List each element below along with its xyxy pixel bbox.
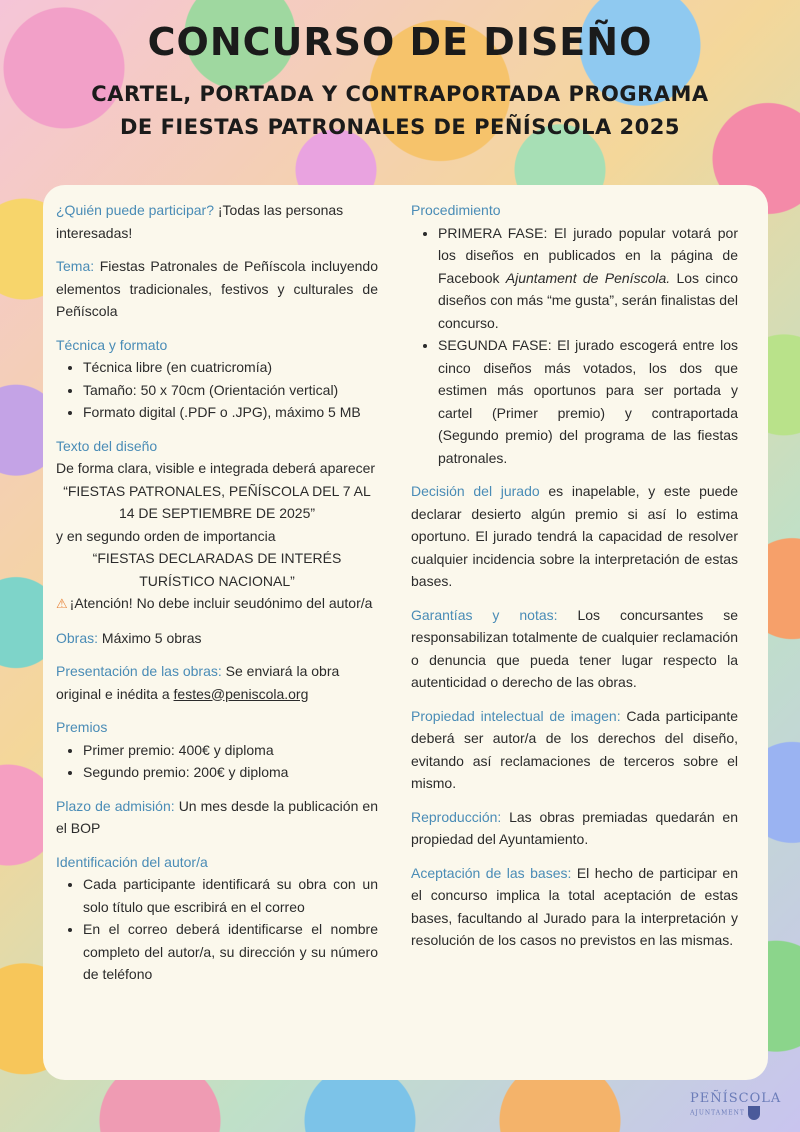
theme-text: Fiestas Patronales de Peñíscola incluyendo elementos tradicionales, festivos y culturales de Peñíscola bbox=[56, 258, 379, 319]
deadline-label: Plazo de admisión: bbox=[56, 797, 175, 814]
who-text: ¡Todas las personas interesadas! bbox=[56, 202, 344, 241]
section-reproduction bbox=[411, 806, 738, 851]
technique-label: Técnica y formato bbox=[56, 336, 168, 353]
section-prizes bbox=[56, 716, 378, 784]
design-text-label: Texto del diseño bbox=[56, 437, 158, 454]
deadline-text: Un mes desde la publicación en el BOP bbox=[56, 797, 378, 836]
design-text-quote-1: “FIESTAS PATRONALES, PEÑÍSCOLA DEL 7 AL 14 DE SEPTIEMBRE DE 2025” bbox=[63, 482, 371, 521]
section-technique bbox=[56, 334, 378, 424]
phase-1-text-end: Los cinco diseños con más “me gusta”, serán finalistas del concurso. bbox=[438, 269, 738, 331]
section-decision bbox=[411, 480, 738, 593]
list-item: • Cada participante identificará su obra con un solo título que escribirá en el correo bbox=[83, 873, 378, 918]
works-label: Obras: bbox=[56, 629, 99, 646]
ip-text: Cada participante deberá ser autor/a de los derechos del diseño, evitando así reclamaciones de terceros sobre el mismo. bbox=[411, 707, 738, 791]
section-presentation bbox=[56, 660, 378, 705]
title-block bbox=[0, 20, 800, 143]
list-item bbox=[438, 222, 738, 335]
attention-label: ¡Atención! bbox=[69, 595, 133, 611]
prizes-list bbox=[56, 739, 378, 784]
procedure-list bbox=[411, 222, 738, 470]
section-works bbox=[56, 627, 378, 650]
section-acceptance bbox=[411, 862, 738, 952]
section-identification bbox=[56, 851, 378, 986]
page-subtitle bbox=[0, 78, 800, 143]
attention-note bbox=[56, 592, 378, 616]
acceptance-text: El hecho de participar en el concurso implica la total aceptación de estas bases, facultando al Jurado para la interpretación y resolución de los casos no previstos en las mismas. bbox=[411, 864, 739, 948]
reproduction-text: Las obras premiadas quedarán en propiedad del Ayuntamiento. bbox=[411, 808, 738, 847]
peniscola-logo bbox=[690, 1091, 782, 1120]
guarantees-text: Los concursantes se responsabilizan totalmente de cualquier reclamación o denuncia que pueda tener lugar respecto la autenticidad o derecho de las obras. bbox=[411, 606, 738, 690]
left-column bbox=[56, 199, 378, 997]
subtitle-line-1: CARTEL, PORTADA Y CONTRAPORTADA PROGRAMA bbox=[91, 82, 709, 106]
shield-icon bbox=[748, 1106, 760, 1120]
ip-label: Propiedad intelectual de imagen: bbox=[411, 707, 621, 724]
logo-sub bbox=[690, 1106, 760, 1120]
list-item: • Formato digital (.PDF o .JPG), máximo 5 MB bbox=[83, 401, 378, 424]
list-item: • Primer premio: 400€ y diploma bbox=[83, 739, 378, 762]
decision-text: es inapelable, y este puede declarar desierto algún premio si así lo estima oportuno. El jurado tendrá la capacidad de resolver cualquier incidencia sobre la interpretación de estas bases. bbox=[411, 483, 738, 589]
warning-icon: ⚠ bbox=[56, 596, 68, 611]
presentation-text: Se enviará la obra original e inédita a bbox=[56, 663, 340, 702]
right-column bbox=[411, 199, 738, 963]
guarantees-label: Garantías y notas: bbox=[411, 606, 558, 623]
logo-name: PEÑÍSCOLA bbox=[690, 1091, 782, 1106]
section-deadline bbox=[56, 795, 378, 840]
phase-1-facebook: Ajuntament de Peníscola. bbox=[505, 269, 671, 286]
design-text-quote-2: “FIESTAS DECLARADAS DE INTERÉS TURÍSTICO NACIONAL” bbox=[92, 550, 342, 589]
rules-card bbox=[43, 185, 768, 1080]
identification-label: Identificación del autor/a bbox=[56, 853, 208, 870]
works-text: Máximo 5 obras bbox=[101, 629, 202, 646]
prizes-label: Premios bbox=[56, 719, 108, 735]
design-text-middle: y en segundo orden de importancia bbox=[56, 527, 276, 544]
who-label: ¿Quién puede participar? bbox=[56, 202, 214, 218]
phase-1-text: PRIMERA FASE: El jurado popular votará por los diseños en publicados en la página de Facebook bbox=[438, 224, 738, 286]
acceptance-label: Aceptación de las bases: bbox=[411, 864, 572, 881]
section-design-text bbox=[56, 435, 378, 616]
section-theme bbox=[56, 255, 378, 323]
presentation-label: Presentación de las obras: bbox=[56, 663, 222, 679]
identification-list bbox=[56, 873, 378, 986]
subtitle-line-2: DE FIESTAS PATRONALES DE PEÑÍSCOLA 2025 bbox=[119, 114, 680, 139]
technique-list bbox=[56, 356, 378, 424]
attention-text: No debe incluir seudónimo del autor/a bbox=[136, 595, 373, 611]
decision-label: Decisión del jurado bbox=[411, 483, 540, 499]
list-item: • SEGUNDA FASE: El jurado escogerá entre los cinco diseños más votados, los dos que estimen más oportunos para ser portada y cartel (Primer premio) y contraportada (Segundo premio) del programa de las fiestas patronales. bbox=[438, 334, 738, 469]
reproduction-label: Reproducción: bbox=[411, 808, 502, 825]
section-who bbox=[56, 199, 378, 244]
procedure-label: Procedimiento bbox=[411, 202, 501, 218]
section-procedure bbox=[411, 199, 738, 469]
theme-label: Tema: bbox=[56, 258, 95, 274]
logo-sub-text: AJUNTAMENT bbox=[690, 1109, 745, 1117]
list-item: • En el correo deberá identificarse el nombre completo del autor/a, su dirección y su número de teléfono bbox=[83, 918, 378, 986]
email-link[interactable]: festes@peniscola.org bbox=[173, 685, 309, 702]
design-text-intro: De forma clara, visible e integrada deberá aparecer bbox=[56, 460, 376, 476]
page-title: CONCURSO DE DISEÑO bbox=[147, 20, 653, 64]
list-item: • Técnica libre (en cuatricromía) bbox=[83, 356, 378, 379]
list-item: • Segundo premio: 200€ y diploma bbox=[83, 761, 378, 784]
section-guarantees bbox=[411, 604, 738, 694]
section-intellectual-property bbox=[411, 705, 738, 795]
list-item: • Tamaño: 50 x 70cm (Orientación vertical) bbox=[83, 379, 378, 402]
